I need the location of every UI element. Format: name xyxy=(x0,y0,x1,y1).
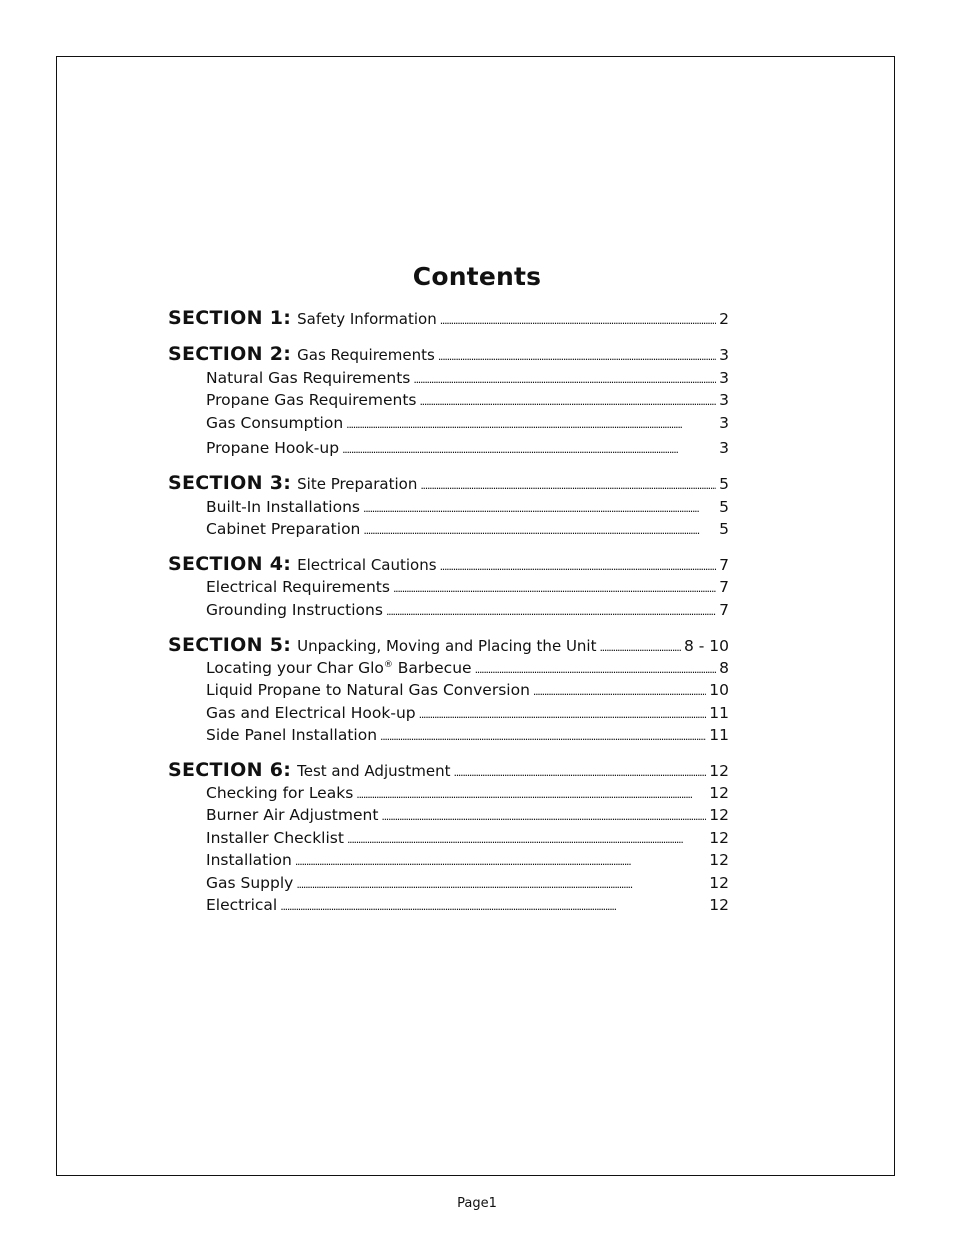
toc-item[interactable] xyxy=(206,414,729,432)
registered-mark: ® xyxy=(383,659,393,670)
dot-leader xyxy=(599,641,680,654)
item-name: Installer Checklist xyxy=(206,829,344,847)
item-name: Liquid Propane to Natural Gas Conversion xyxy=(206,681,530,699)
dot-leader xyxy=(454,766,707,779)
dot-leader xyxy=(356,788,706,801)
toc-item[interactable] xyxy=(206,851,729,869)
dot-leader xyxy=(420,479,716,492)
section-name: Test and Adjustment xyxy=(297,762,451,780)
dot-leader xyxy=(440,314,716,327)
section-label: SECTION 2: xyxy=(168,343,292,365)
page-number: 8 xyxy=(719,659,729,677)
toc-item[interactable] xyxy=(206,896,729,914)
toc-item[interactable] xyxy=(206,439,729,457)
item-name: Cabinet Preparation xyxy=(206,520,361,538)
section-name: Safety Information xyxy=(297,310,437,328)
toc-item[interactable] xyxy=(206,681,729,699)
page-number: 12 xyxy=(709,806,729,824)
toc-item[interactable] xyxy=(206,874,729,892)
toc-section-6[interactable] xyxy=(168,759,729,781)
item-name: Electrical Requirements xyxy=(206,578,390,596)
section-label: SECTION 5: xyxy=(168,634,292,656)
item-name: Gas Consumption xyxy=(206,414,344,432)
section-label: SECTION 3: xyxy=(168,472,292,494)
toc-item[interactable] xyxy=(206,726,729,744)
section-label: SECTION 4: xyxy=(168,553,292,575)
toc-item[interactable] xyxy=(206,659,729,677)
item-name: Burner Air Adjustment xyxy=(206,806,379,824)
dot-leader xyxy=(280,900,706,913)
page-number: 12 xyxy=(709,762,729,780)
dot-leader xyxy=(342,443,716,456)
dot-leader xyxy=(440,560,717,573)
dot-leader xyxy=(419,708,707,721)
section-name: Electrical Cautions xyxy=(297,556,437,574)
page-number: 12 xyxy=(709,896,729,914)
item-name: Electrical xyxy=(206,896,278,914)
item-name: Gas Supply xyxy=(206,874,294,892)
page-number: 5 xyxy=(719,498,729,516)
item-name: Built-In Installations xyxy=(206,498,360,516)
page-number: 11 xyxy=(709,726,729,744)
page-footer: Page1 xyxy=(457,1196,497,1211)
dot-leader xyxy=(295,855,706,868)
item-name: Propane Hook-up xyxy=(206,439,340,457)
item-name: Natural Gas Requirements xyxy=(206,369,411,387)
section-name: Gas Requirements xyxy=(297,346,435,364)
page-number: 12 xyxy=(709,851,729,869)
dot-leader xyxy=(419,395,716,408)
section-name: Unpacking, Moving and Placing the Unit xyxy=(297,637,597,655)
toc-item[interactable] xyxy=(206,806,729,824)
toc-item[interactable] xyxy=(206,829,729,847)
page-number: 12 xyxy=(709,829,729,847)
section-name: Site Preparation xyxy=(297,475,418,493)
toc-item[interactable] xyxy=(206,601,729,619)
toc-item[interactable] xyxy=(206,578,729,596)
page-number: 7 xyxy=(719,601,729,619)
toc-item[interactable] xyxy=(206,784,729,802)
page-number: 5 xyxy=(719,475,729,493)
item-name: Propane Gas Requirements xyxy=(206,391,417,409)
page-number: 12 xyxy=(709,874,729,892)
page-number: 11 xyxy=(709,704,729,722)
item-name-text-after: Barbecue xyxy=(392,659,472,677)
item-name: Side Panel Installation xyxy=(206,726,378,744)
dot-leader xyxy=(413,373,716,386)
page-number: 5 xyxy=(719,520,729,538)
page-number: 7 xyxy=(719,556,729,574)
toc-item[interactable] xyxy=(206,704,729,722)
page-number: 8 - 10 xyxy=(683,637,729,655)
toc-section-3[interactable] xyxy=(168,472,729,494)
toc-section-4[interactable] xyxy=(168,553,729,575)
page-number: 2 xyxy=(719,310,729,328)
page-number: 12 xyxy=(709,784,729,802)
item-name: Installation xyxy=(206,851,292,869)
page-number: 3 xyxy=(719,439,729,457)
page-number: 3 xyxy=(719,369,729,387)
dot-leader xyxy=(475,663,717,676)
item-name: Gas and Electrical Hook-up xyxy=(206,704,416,722)
toc-item[interactable] xyxy=(206,498,729,516)
toc-item[interactable] xyxy=(206,391,729,409)
toc-item[interactable] xyxy=(206,369,729,387)
dot-leader xyxy=(533,685,706,698)
item-name: Checking for Leaks xyxy=(206,784,354,802)
toc-section-5[interactable] xyxy=(168,634,729,656)
item-name-text: Locating your Char Glo xyxy=(206,659,384,677)
dot-leader xyxy=(296,878,706,891)
dot-leader xyxy=(347,833,706,846)
toc-item[interactable] xyxy=(206,520,729,538)
page-number: 10 xyxy=(709,681,729,699)
dot-leader xyxy=(363,524,716,537)
dot-leader xyxy=(386,605,716,618)
contents-title: Contents xyxy=(412,262,542,291)
item-name: Grounding Instructions xyxy=(206,601,383,619)
section-label: SECTION 6: xyxy=(168,759,292,781)
dot-leader xyxy=(393,582,716,595)
dot-leader xyxy=(380,730,706,743)
dot-leader xyxy=(381,810,706,823)
page-number: 3 xyxy=(719,391,729,409)
dot-leader xyxy=(346,418,716,431)
section-label: SECTION 1: xyxy=(168,307,292,329)
item-name xyxy=(206,659,472,677)
page-number: 7 xyxy=(719,578,729,596)
dot-leader xyxy=(363,502,716,515)
page-number: 3 xyxy=(719,346,729,364)
dot-leader xyxy=(438,350,716,363)
toc-section-1[interactable] xyxy=(168,307,729,329)
toc-section-2[interactable] xyxy=(168,343,729,365)
page-number: 3 xyxy=(719,414,729,432)
